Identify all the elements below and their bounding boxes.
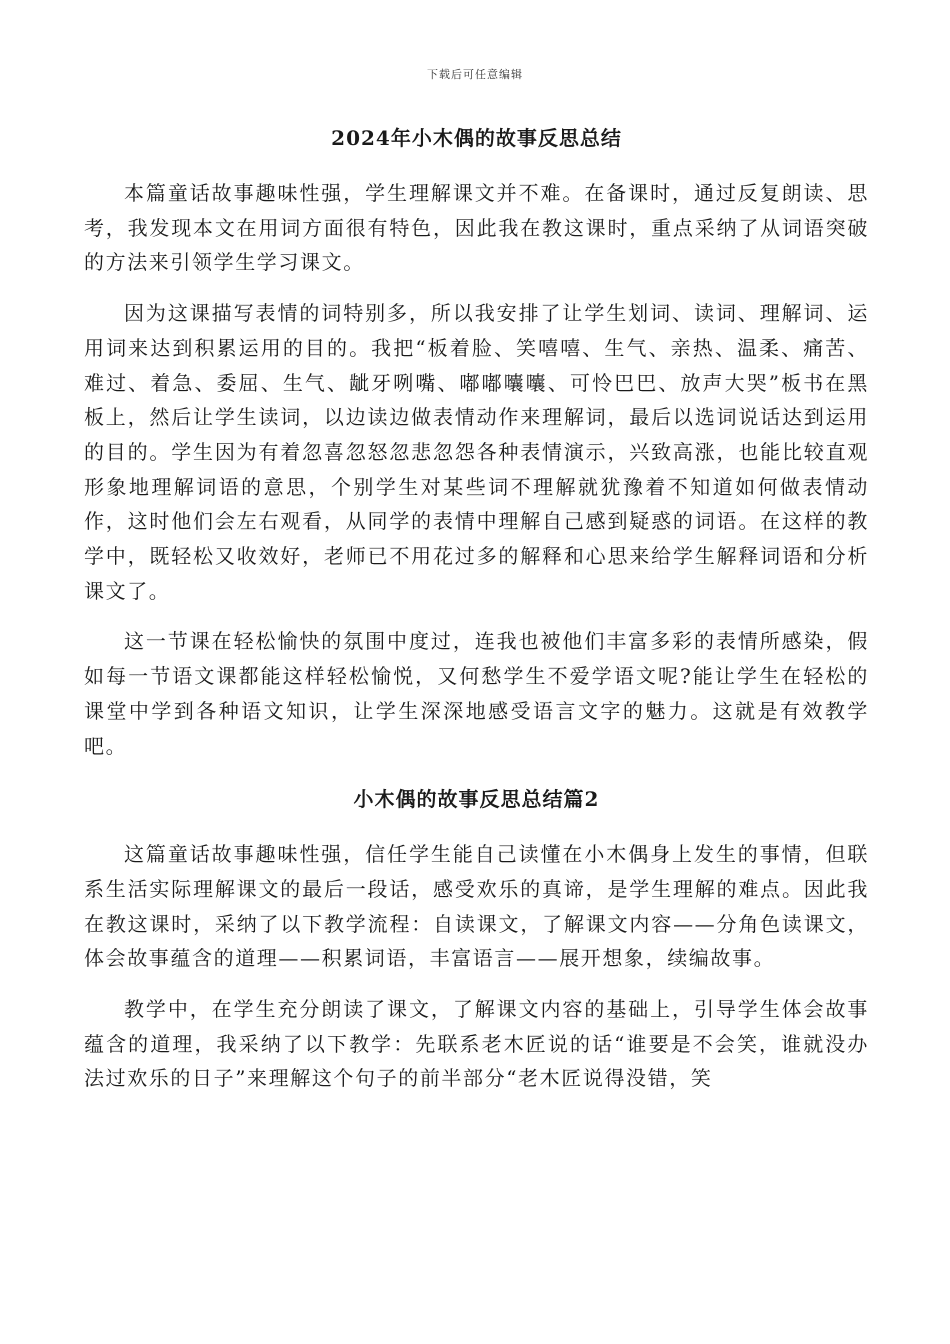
header-note: 下载后可任意编辑 bbox=[427, 68, 523, 81]
document-title: 2024年小木偶的故事反思总结 bbox=[331, 126, 622, 150]
document-body bbox=[84, 118, 869, 1112]
paragraph: 本篇童话故事趣味性强，学生理解课文并不难。在备课时，通过反复朗读、思考，我发现本文在用词方面很有特色，因此我在教这课时，重点采纳了从词语突破的方法来引领学生学习课文。 bbox=[84, 181, 869, 275]
paragraph: 因为这课描写表情的词特别多，所以我安排了让学生划词、读词、理解词、运用词来达到积累运用的目的。我把“板着脸、笑嘻嘻、生气、亲热、温柔、痛苦、难过、着急、委屈、生气、龇牙咧嘴、嘟嘟囔囔、可怜巴巴、放声大哭”板书在黑板上，然后让学生读词，以边读边做表情动作来理解词，最后以选词说话达到运用的目的。学生因为有着忽喜忽怒忽悲忽怨各种表情演示，兴致高涨，也能比较直观形象地理解词语的意思，个别学生对某些词不理解就犹豫着不知道如何做表情动作，这时他们会左右观看，从同学的表情中理解自己感到疑惑的词语。在这样的教学中，既轻松又收效好，老师已不用花过多的解释和心思来给学生解释词语和分析课文了。 bbox=[84, 301, 869, 603]
paragraph: 这一节课在轻松愉快的氛围中度过，连我也被他们丰富多彩的表情所感染，假如每一节语文课都能这样轻松愉悦，又何愁学生不爱学语文呢?能让学生在轻松的课堂中学到各种语文知识，让学生深深地感受语言文字的魅力。这就是有效教学吧。 bbox=[84, 629, 869, 758]
paragraph: 这篇童话故事趣味性强，信任学生能自己读懂在小木偶身上发生的事情，但联系生活实际理解课文的最后一段话，感受欢乐的真谛，是学生理解的难点。因此我在教这课时，采纳了以下教学流程：自读课文，了解课文内容——分角色读课文，体会故事蕴含的道理——积累词语，丰富语言——展开想象，续编故事。 bbox=[84, 842, 869, 971]
paragraph: 教学中，在学生充分朗读了课文，了解课文内容的基础上，引导学生体会故事蕴含的道理，我采纳了以下教学：先联系老木匠说的话“谁要是不会笑，谁就没办法过欢乐的日子”来理解这个句子的前半部分“老木匠说得没错，笑 bbox=[84, 997, 869, 1091]
section-heading: 小木偶的故事反思总结篇2 bbox=[353, 787, 600, 812]
